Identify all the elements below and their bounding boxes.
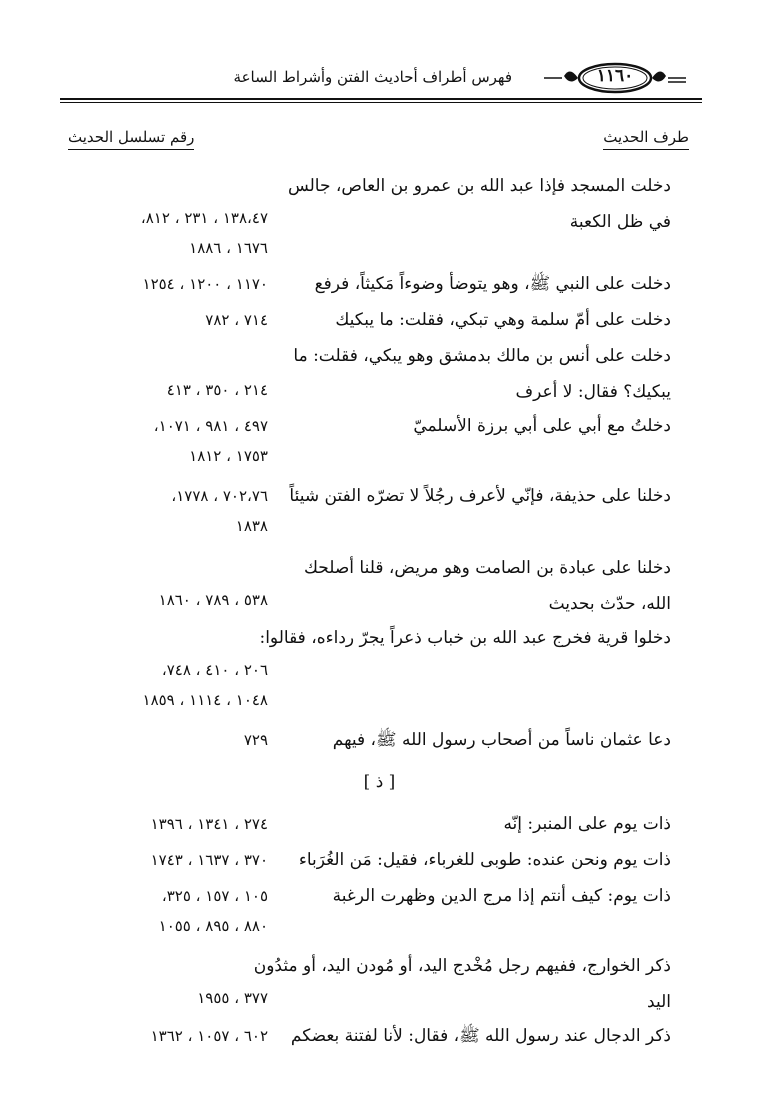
running-title: فهرس أطراف أحاديث الفتن وأشراط الساعة [233,68,512,86]
serial-numbers: ١٦٧٦ ، ١٨٨٦ [189,239,268,257]
serial-numbers: ١٧٥٣ ، ١٨١٢ [189,447,268,465]
serial-numbers: ٤٩٧ ، ٩٨١ ، ١٠٧١، [153,417,268,435]
serial-numbers: ٣٧٠ ، ١٦٣٧ ، ١٧٤٣ [150,851,268,869]
hadith-text: ذات يوم ونحن عنده: طوبى للغرباء، فقيل: مَن الغُرَباء [298,850,671,870]
page-number-ornament [540,60,690,94]
header-rule [60,98,702,100]
hadith-text: دخلوا قرية فخرج عبد الله بن خباب ذعراً يجرّ رداءه، فقالوا: [259,628,671,648]
serial-numbers: ٦٠٢ ، ١٠٥٧ ، ١٣٦٢ [150,1027,268,1045]
hadith-text: دعا عثمان ناساً من أصحاب رسول الله ﷺ، فيهم [332,730,671,750]
serial-numbers: ٧٠٢،٧٦ ، ١٧٧٨، [171,487,268,505]
serial-numbers: ١٣٨،٤٧ ، ٢٣١ ، ٨١٢، [140,209,268,227]
hadith-text: دخلت المسجد فإذا عبد الله بن عمرو بن العاص، جالس في ظل الكعبة [287,176,671,232]
serial-numbers: ١٨٣٨ [235,517,268,535]
header-rule-thin [60,102,702,103]
column-heading-serial: رقم تسلسل الحديث [68,128,194,150]
serial-numbers: ٥٣٨ ، ٧٨٩ ، ١٨٦٠ [158,591,268,609]
hadith-text: دخلنا على عبادة بن الصامت وهو مريض، قلنا أصلحك الله، حدّث بحديث [303,558,671,614]
hadith-text: دخلنا على حذيفة، فإنّي لأعرف رجُلاً لا تضرّه الفتن شيئاً [289,486,671,506]
serial-numbers: ٢٧٤ ، ١٣٤١ ، ١٣٩٦ [150,815,268,833]
serial-numbers: ٧١٤ ، ٧٨٢ [205,311,268,329]
serial-numbers: ٨٨٠ ، ٨٩٥ ، ١٠٥٥ [158,917,268,935]
column-heading-hadith: طرف الحديث [603,128,689,150]
page-number: ١١٦٠ [596,66,634,86]
serial-numbers: ١٠٥ ، ١٥٧ ، ٣٢٥، [161,887,268,905]
serial-numbers: ٢٠٦ ، ٤١٠ ، ٧٤٨، [161,661,268,679]
hadith-text: دخلت على أمّ سلمة وهي تبكي، فقلت: ما يبكيك [335,310,671,330]
serial-numbers: ٧٢٩ [243,731,268,749]
hadith-text: ذكر الخوارج، ففيهم رجل مُخْدج اليد، أو مُودن اليد، أو مثدُون اليد [253,956,671,1012]
serial-numbers: ١١٧٠ ، ١٢٠٠ ، ١٢٥٤ [142,275,268,293]
hadith-text: دخلت على النبي ﷺ، وهو يتوضأ وضوءاً مَكيثاً، فرفع [314,274,671,294]
section-letter: [ ذ ] [363,772,396,792]
serial-numbers: ٢١٤ ، ٣٥٠ ، ٤١٣ [166,381,268,399]
serial-numbers: ١٠٤٨ ، ١١١٤ ، ١٨٥٩ [142,691,268,709]
hadith-text: ذات يوم على المنبر: إنّه [503,814,671,834]
hadith-text: دخلت على أنس بن مالك بدمشق وهو يبكي، فقلت: ما يبكيك؟ فقال: لا أعرف [293,346,671,402]
page-header [60,58,702,102]
hadith-text: ذكر الدجال عند رسول الله ﷺ، فقال: لأنا لفتنة بعضكم [290,1026,671,1046]
hadith-text: ذات يوم: كيف أنتم إذا مرج الدين وظهرت الرغبة [332,886,671,906]
hadith-text: دخلتُ مع أبي على أبي برزة الأسلميّ [413,416,671,436]
serial-numbers: ٣٧٧ ، ١٩٥٥ [197,989,268,1007]
